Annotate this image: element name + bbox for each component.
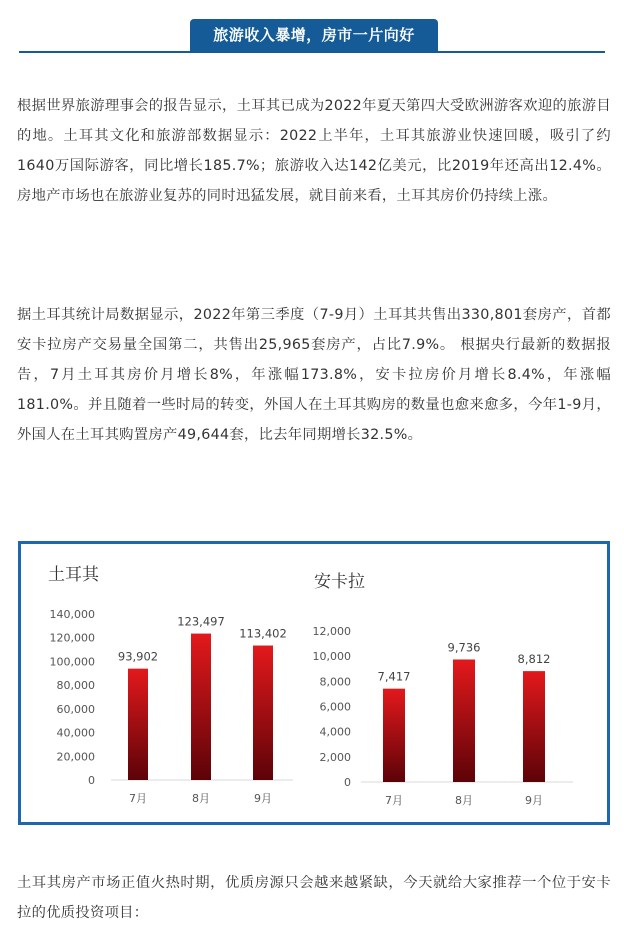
y-tick-label: 6,000 bbox=[319, 700, 351, 714]
y-tick-label: 120,000 bbox=[49, 631, 95, 645]
bar bbox=[523, 671, 545, 782]
data-label: 8,812 bbox=[517, 652, 551, 667]
paragraph-tourism: 根据世界旅游理事会的报告显示，土耳其已成为2022年夏天第四大受欧洲游客欢迎的旅游目的地。土耳其文化和旅游部数据显示：2022上半年，土耳其旅游业快速回暖，吸引了约1640万国际游客，同比增长185.7%；旅游收入达142亿美元，比2019年还高出12.4%。房地产市场也在旅游业复苏的同时迅猛发展，就目前来看，土耳其房价仍持续上涨。 bbox=[17, 98, 611, 204]
category-label: 9月 bbox=[254, 792, 272, 805]
bar bbox=[191, 634, 211, 780]
category-label: 8月 bbox=[455, 794, 473, 807]
category-label: 7月 bbox=[129, 792, 147, 805]
charts-svg bbox=[21, 544, 607, 822]
data-label: 123,497 bbox=[177, 614, 225, 629]
y-tick-label: 40,000 bbox=[56, 726, 95, 740]
category-label: 7月 bbox=[385, 794, 403, 807]
y-tick-label: 80,000 bbox=[56, 679, 95, 693]
paragraph-housing-stats: 据土耳其统计局数据显示，2022年第三季度（7-9月）土耳其共售出330,801套房产，首都安卡拉房产交易量全国第二，共售出25,965套房产，占比7.9%。 根据央行最新的数据报告，7月土耳其房价月增长8%，年涨幅173.8%，安卡拉房价月增长8.4%，年涨幅181.0%。并且随着一些时局的转变，外国人在土耳其购房的数量也愈来愈多，今年1-9月，外国人在土耳其购置房产49,644套，比去年同期增长32.5%。 bbox=[17, 307, 611, 443]
bar bbox=[383, 689, 405, 782]
y-tick-label: 2,000 bbox=[319, 750, 351, 764]
y-tick-label: 0 bbox=[88, 774, 95, 787]
y-tick-label: 100,000 bbox=[49, 655, 95, 669]
y-tick-label: 4,000 bbox=[319, 725, 351, 739]
section-header: 旅游收入暴增，房市一片向好 bbox=[190, 19, 438, 52]
category-label: 8月 bbox=[192, 792, 210, 805]
chart-card bbox=[18, 541, 610, 825]
category-label: 9月 bbox=[525, 794, 543, 807]
y-tick-label: 10,000 bbox=[312, 650, 351, 664]
data-label: 93,902 bbox=[117, 649, 159, 664]
y-tick-label: 60,000 bbox=[56, 702, 95, 716]
bar bbox=[128, 669, 148, 780]
chart-ankara bbox=[313, 625, 574, 807]
bar bbox=[453, 659, 475, 782]
paragraph-recommendation: 土耳其房产市场正值火热时期，优质房源只会越来越紧缺，今天就给大家推荐一个位于安卡拉的优质投资项目： bbox=[17, 875, 611, 921]
data-label: 113,402 bbox=[239, 626, 287, 641]
chart-title-ankara: 安卡拉 bbox=[314, 572, 365, 592]
y-tick-label: 20,000 bbox=[56, 750, 95, 764]
chart-turkey bbox=[50, 608, 294, 805]
data-label: 9,736 bbox=[447, 640, 481, 655]
y-tick-label: 8,000 bbox=[319, 675, 351, 689]
bar bbox=[253, 646, 273, 780]
data-label: 7,417 bbox=[377, 669, 411, 684]
y-tick-label: 0 bbox=[344, 776, 351, 789]
chart-title-turkey: 土耳其 bbox=[48, 565, 99, 585]
y-tick-label: 140,000 bbox=[49, 608, 95, 621]
y-tick-label: 12,000 bbox=[312, 625, 351, 638]
